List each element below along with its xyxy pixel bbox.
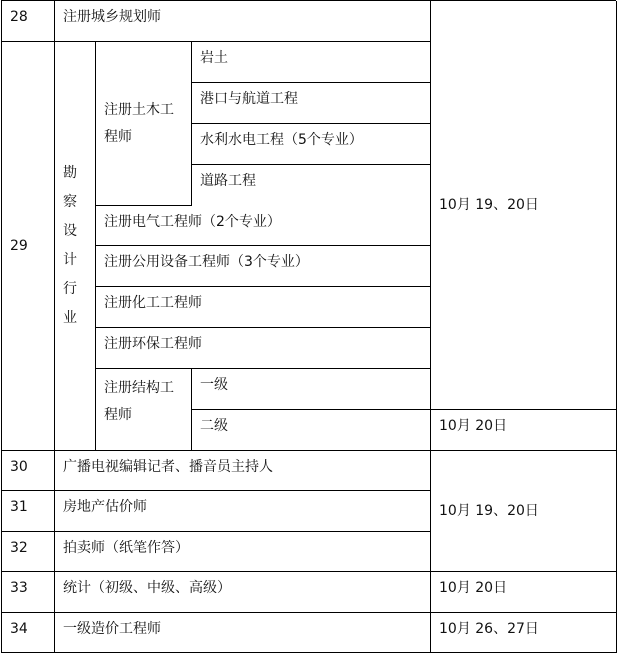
exam-date: 10月 20日 bbox=[431, 572, 617, 613]
exam-schedule-table bbox=[1, 0, 616, 653]
structural-level: 二级 bbox=[192, 410, 431, 451]
civil-sub: 港口与航道工程 bbox=[192, 83, 431, 124]
electrical-engineer: 注册电气工程师（2个专业） bbox=[96, 206, 431, 246]
exam-name: 广播电视编辑记者、播音员主持人 bbox=[55, 451, 431, 491]
exam-date: 10月 26、27日 bbox=[431, 613, 617, 653]
row-number: 29 bbox=[2, 42, 55, 451]
exam-name: 统计（初级、中级、高级） bbox=[55, 572, 431, 613]
category-char: 勘 bbox=[63, 165, 77, 181]
civil-engineer bbox=[96, 42, 192, 206]
row-number: 33 bbox=[2, 572, 55, 613]
exam-name: 一级造价工程师 bbox=[55, 613, 431, 653]
chemical-engineer: 注册化工工程师 bbox=[96, 287, 431, 328]
civil-engineer-label: 程师 bbox=[104, 128, 132, 145]
civil-engineer-label: 注册土木工 bbox=[104, 101, 174, 118]
row-number: 28 bbox=[2, 1, 55, 42]
category-char: 行 bbox=[63, 281, 77, 297]
category-char: 计 bbox=[63, 252, 77, 268]
civil-sub: 岩土 bbox=[192, 42, 431, 83]
environmental-engineer: 注册环保工程师 bbox=[96, 328, 431, 369]
structural-level: 一级 bbox=[192, 369, 431, 410]
civil-sub: 道路工程 bbox=[192, 165, 431, 206]
category-char: 设 bbox=[63, 223, 77, 239]
row-number: 32 bbox=[2, 532, 55, 572]
exam-name: 注册城乡规划师 bbox=[55, 1, 431, 42]
exam-date: 10月 19、20日 bbox=[431, 1, 617, 410]
category-survey-design bbox=[55, 42, 96, 451]
category-char: 察 bbox=[63, 194, 77, 210]
structural-engineer-label: 程师 bbox=[104, 407, 132, 423]
category-char: 业 bbox=[63, 310, 77, 326]
exam-date: 10月 19、20日 bbox=[431, 451, 617, 572]
structural-engineer-label: 注册结构工 bbox=[104, 380, 174, 396]
exam-name: 拍卖师（纸笔作答） bbox=[55, 532, 431, 572]
exam-date: 10月 20日 bbox=[431, 410, 617, 451]
row-number: 34 bbox=[2, 613, 55, 653]
exam-name: 房地产估价师 bbox=[55, 491, 431, 532]
structural-engineer bbox=[96, 369, 192, 451]
civil-sub: 水利水电工程（5个专业） bbox=[192, 124, 431, 165]
row-number: 31 bbox=[2, 491, 55, 532]
utilities-engineer: 注册公用设备工程师（3个专业） bbox=[96, 246, 431, 287]
row-number: 30 bbox=[2, 451, 55, 491]
